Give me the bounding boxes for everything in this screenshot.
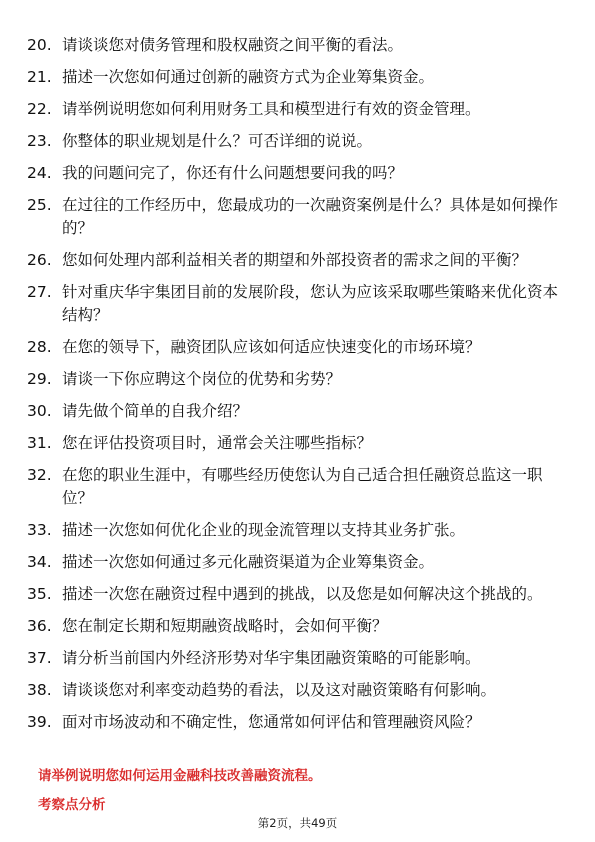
- question-item: [27, 368, 567, 391]
- question-text: 请谈一下你应聘这个岗位的优势和劣势？: [62, 370, 342, 388]
- question-number: 30.: [27, 402, 52, 420]
- question-text: 您在制定长期和短期融资战略时，会如何平衡？: [62, 617, 388, 635]
- question-text: 你整体的职业规划是什么？可否详细的说说。: [62, 132, 373, 150]
- question-item: [27, 336, 567, 359]
- question-number: 23.: [27, 132, 52, 150]
- question-number: 27.: [27, 283, 52, 301]
- question-item: [27, 194, 567, 240]
- question-item: [27, 98, 567, 121]
- question-number: 25.: [27, 196, 52, 214]
- question-number: 33.: [27, 521, 52, 539]
- page-footer: 第2页，共49页: [257, 816, 338, 830]
- question-item: [27, 249, 567, 272]
- question-item: [27, 66, 567, 89]
- question-item: [27, 583, 567, 606]
- question-number: 28.: [27, 338, 52, 356]
- question-number: 26.: [27, 251, 52, 269]
- question-item: [27, 519, 567, 542]
- question-item: [27, 679, 567, 702]
- question-text: 描述一次您如何通过创新的融资方式为企业筹集资金。: [62, 68, 435, 86]
- question-number: 22.: [27, 100, 52, 118]
- question-text: 请先做个简单的自我介绍？: [62, 402, 249, 420]
- question-text: 描述一次您在融资过程中遇到的挑战，以及您是如何解决这个挑战的。: [62, 585, 543, 603]
- question-text: 描述一次您如何通过多元化融资渠道为企业筹集资金。: [62, 553, 435, 571]
- question-text: 面对市场波动和不确定性，您通常如何评估和管理融资风险？: [62, 713, 481, 731]
- question-item: [27, 34, 567, 57]
- question-text: 在您的职业生涯中，有哪些经历使您认为自己适合担任融资总监这一职位？: [62, 466, 543, 507]
- question-number: 20.: [27, 36, 52, 54]
- question-number: 24.: [27, 164, 52, 182]
- question-text: 在您的领导下，融资团队应该如何适应快速变化的市场环境？: [62, 338, 481, 356]
- question-text: 请谈谈您对利率变动趋势的看法，以及这对融资策略有何影响。: [62, 681, 497, 699]
- question-item: [27, 162, 567, 185]
- question-text: 您如何处理内部利益相关者的期望和外部投资者的需求之间的平衡？: [62, 251, 528, 269]
- question-item: [27, 130, 567, 153]
- question-number: 21.: [27, 68, 52, 86]
- section-heading: 考察点分析: [38, 797, 106, 813]
- question-number: 32.: [27, 466, 52, 484]
- question-item: [27, 281, 567, 327]
- question-text: 在过往的工作经历中，您最成功的一次融资案例是什么？具体是如何操作的？: [62, 196, 559, 237]
- question-text: 针对重庆华宇集团目前的发展阶段，您认为应该采取哪些策略来优化资本结构？: [62, 283, 559, 324]
- question-text: 描述一次您如何优化企业的现金流管理以支持其业务扩张。: [62, 521, 466, 539]
- highlighted-question: 请举例说明您如何运用金融科技改善融资流程。: [38, 768, 322, 784]
- question-number: 35.: [27, 585, 52, 603]
- question-number: 34.: [27, 553, 52, 571]
- question-number: 36.: [27, 617, 52, 635]
- question-item: [27, 647, 567, 670]
- question-number: 38.: [27, 681, 52, 699]
- question-number: 29.: [27, 370, 52, 388]
- question-number: 37.: [27, 649, 52, 667]
- question-item: [27, 400, 567, 423]
- question-number: 39.: [27, 713, 52, 731]
- question-text: 您在评估投资项目时，通常会关注哪些指标？: [62, 434, 373, 452]
- question-item: [27, 615, 567, 638]
- question-item: [27, 711, 567, 734]
- question-number: 31.: [27, 434, 52, 452]
- question-item: [27, 464, 567, 510]
- question-item: [27, 432, 567, 455]
- question-text: 请举例说明您如何利用财务工具和模型进行有效的资金管理。: [62, 100, 481, 118]
- question-text: 我的问题问完了，你还有什么问题想要问我的吗？: [62, 164, 404, 182]
- question-item: [27, 551, 567, 574]
- question-text: 请分析当前国内外经济形势对华宇集团融资策略的可能影响。: [62, 649, 481, 667]
- question-text: 请谈谈您对债务管理和股权融资之间平衡的看法。: [62, 36, 404, 54]
- question-list: [27, 34, 567, 743]
